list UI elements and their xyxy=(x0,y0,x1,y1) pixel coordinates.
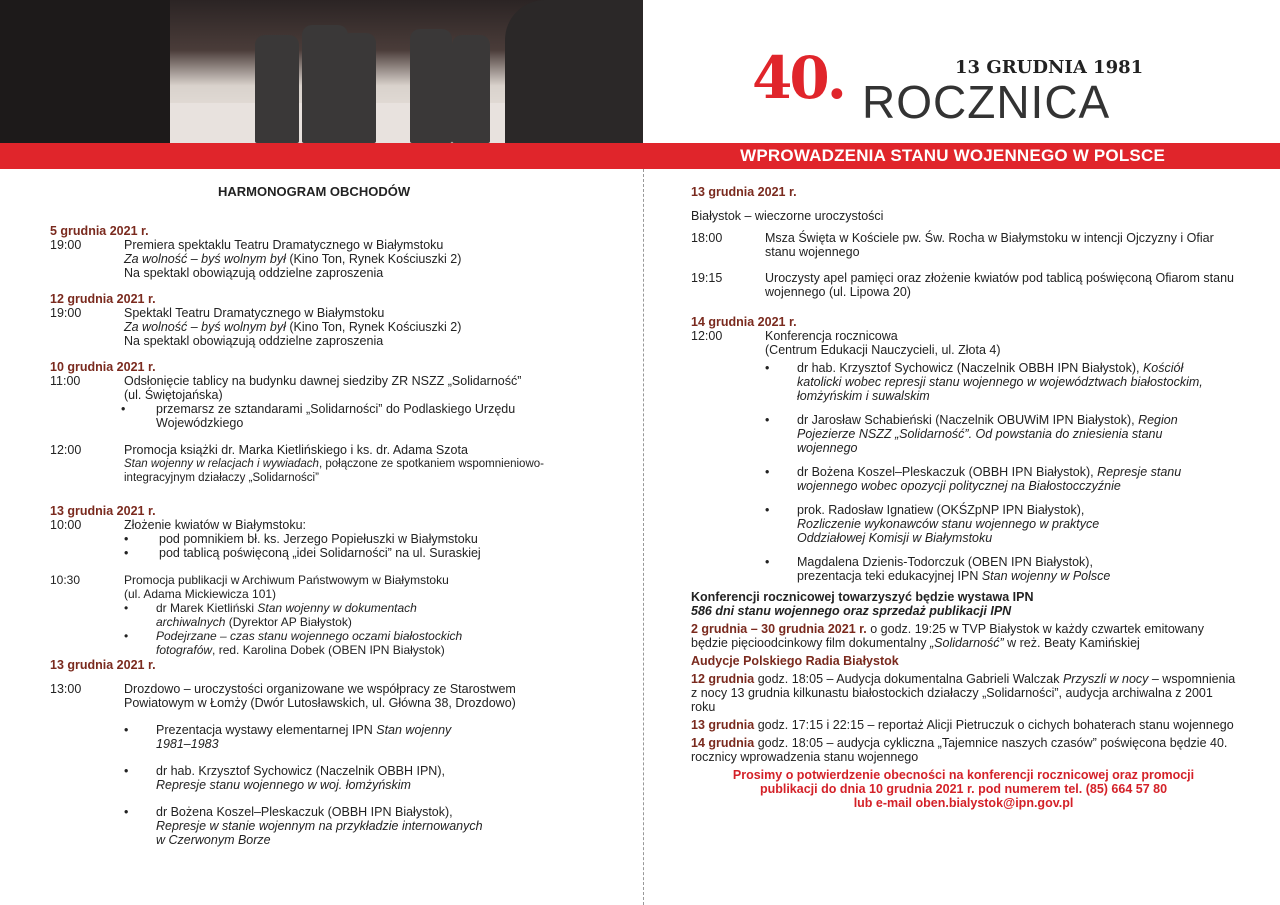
day-block-4 xyxy=(50,504,590,657)
bullet-item: • pod tablicą poświęconą „idei Solidarności” na ul. Suraskiej xyxy=(124,546,590,560)
event-title: Za wolność – byś wolnym był xyxy=(124,252,286,266)
bullet-item: • pod pomnikiem bł. ks. Jerzego Popiełuszki w Białymstoku xyxy=(124,532,590,546)
bullet-item: • dr hab. Krzysztof Sychowicz (Naczelnik OBBH IPN), Represje stanu wojennego w woj. łomżyńskim xyxy=(124,764,484,792)
event-time: 10:00 xyxy=(50,518,82,532)
radio-item: 12 grudnia godz. 18:05 – Audycja dokumentalna Gabrieli Walczak Przyszli w nocy – wspomnienia z nocy 13 grudnia kilkunastu białostockich działaczy „Solidarności”, audycja archiwalna z 2001 roku xyxy=(691,672,1236,714)
right-day-block-2 xyxy=(691,315,1236,583)
event-text: Konferencja rocznicowa xyxy=(765,329,898,343)
event-text: , połączone ze spotkaniem wspomnieniowo-integracyjnym działaczy „Solidarności” xyxy=(124,458,544,484)
exhibition-title: 586 dni stanu wojennego oraz sprzedaż publikacji IPN xyxy=(691,604,1012,618)
header-photo xyxy=(0,0,643,143)
bullet-item: • dr hab. Krzysztof Sychowicz (Naczelnik OBBH IPN Białystok), Kościół katolicki wobec represji stanu wojennego w województwach białostockim, łomżyńskim i suwalskim xyxy=(765,361,1205,403)
event-text: Spektakl Teatru Dramatycznego w Białymstoku xyxy=(124,306,385,320)
day-block-3 xyxy=(50,360,570,485)
right-day-block-1 xyxy=(691,185,1236,299)
bullet-item: • dr Marek Kietliński Stan wojenny w dokumentach archiwalnych (Dyrektor AP Białystok) xyxy=(124,601,444,629)
anniversary-number: 40. xyxy=(752,44,844,112)
event-text: Odsłonięcie tablicy na budynku dawnej siedziby ZR NSZZ „Solidarność” xyxy=(124,374,522,388)
event-text: Uroczysty apel pamięci oraz złożenie kwiatów pod tablicą poświęconą Ofiarom stanu wojennego (ul. Lipowa 20) xyxy=(765,271,1234,299)
day-date: 13 grudnia 2021 r. xyxy=(50,658,156,672)
event-text: Promocja publikacji w Archiwum Państwowym w Białymstoku xyxy=(124,573,449,587)
event-time: 19:15 xyxy=(691,271,723,285)
exhibition-line: Konferencji rocznicowej towarzyszyć będzie wystawa IPN xyxy=(691,590,1034,604)
event-place: (Kino Ton, Rynek Kościuszki 2) xyxy=(285,252,462,266)
event-place: (ul. Adama Mickiewicza 101) xyxy=(124,587,277,601)
day-date: 13 grudnia 2021 r. xyxy=(50,504,156,518)
event-time: 19:00 xyxy=(50,238,82,252)
event-place: (ul. Świętojańska) xyxy=(124,388,223,402)
day-date: 14 grudnia 2021 r. xyxy=(691,315,797,329)
event-time: 11:00 xyxy=(50,374,81,388)
band-title: WPROWADZENIA STANU WOJENNEGO W POLSCE xyxy=(740,146,1165,165)
day-block-2 xyxy=(50,292,610,348)
event-place: Białystok – wieczorne uroczystości xyxy=(691,209,884,223)
event-text: Premiera spektaklu Teatru Dramatycznego w Białymstoku xyxy=(124,238,444,252)
event-date: 13 GRUDNIA 1981 xyxy=(955,57,1144,78)
bullet-item: • dr Bożena Koszel–Pleskaczuk (OBBH IPN Białystok), Represje w stanie wojennym na przykładzie internowanych w Czerwonym Borze xyxy=(124,805,484,847)
day-block-1 xyxy=(50,224,610,280)
day-date: 12 grudnia 2021 r. xyxy=(50,292,156,306)
bullet-item: • dr Jarosław Schabieński (Naczelnik OBUWiM IPN Białystok), Region Pojezierze NSZZ „Solidarność”. Od powstania do zniesienia stanu wojennego xyxy=(765,413,1205,455)
bullet-item: • Prezentacja wystawy elementarnej IPN Stan wojenny 1981–1983 xyxy=(124,723,474,751)
radio-item: 14 grudnia godz. 18:05 – audycja cykliczna „Tajemnice naszych czasów” poświęcona będzie 40. rocznicy wprowadzenia stanu wojennego xyxy=(691,736,1228,764)
radio-title: Audycje Polskiego Radia Białystok xyxy=(691,654,899,668)
schedule-title: HARMONOGRAM OBCHODÓW xyxy=(218,184,411,199)
bullet-item: • Podejrzane – czas stanu wojennego oczami białostockich fotografów, red. Karolina Dobek (OBEN IPN Białystok) xyxy=(124,629,464,657)
bullet-item: • dr Bożena Koszel–Pleskaczuk (OBBH IPN Białystok), Represje stanu wojennego wobec opozycji politycznej na Białostocczyźnie xyxy=(765,465,1185,493)
event-time: 13:00 xyxy=(50,682,82,696)
page-divider xyxy=(643,169,644,905)
event-time: 18:00 xyxy=(691,231,723,245)
radio-item: 13 grudnia godz. 17:15 i 22:15 – reportaż Alicji Pietruczuk o cichych bohaterach stanu wojennego xyxy=(691,718,1234,732)
bullet-item: • prok. Radosław Ignatiew (OKŚZpNP IPN Białystok), Rozliczenie wykonawców stanu wojennego w praktyce Oddziałowej Komisji w Białymstoku xyxy=(765,503,1125,545)
event-time: 12:00 xyxy=(691,329,723,343)
anniversary-word: ROCZNICA xyxy=(862,76,1111,128)
bullet-item: • Magdalena Dzienis-Todorczuk (OBEN IPN Białystok), prezentacja teki edukacyjnej IPN Stan wojenny w Polsce xyxy=(765,555,1135,583)
day-block-5 xyxy=(50,658,570,847)
event-text: Złożenie kwiatów w Białymstoku: xyxy=(124,518,307,532)
event-time: 19:00 xyxy=(50,306,82,320)
event-time: 10:30 xyxy=(50,573,81,587)
day-date: 13 grudnia 2021 r. xyxy=(691,185,797,199)
day-date: 10 grudnia 2021 r. xyxy=(50,360,156,374)
event-text: Msza Święta w Kościele pw. Św. Rocha w Białymstoku w intencji Ojczyzny i Ofiar stanu wojennego xyxy=(765,231,1214,259)
event-note: Na spektakl obowiązują oddzielne zaproszenia xyxy=(124,334,384,348)
bullet-item: • przemarsz ze sztandarami „Solidarności” do Podlaskiego Urzędu Wojewódzkiego xyxy=(121,402,541,430)
event-place: (Centrum Edukacji Nauczycieli, ul. Złota 4) xyxy=(765,343,1001,357)
event-text: Promocja książki dr. Marka Kietlińskiego i ks. dr. Adama Szota xyxy=(124,443,468,457)
event-place: (Kino Ton, Rynek Kościuszki 2) xyxy=(285,320,462,334)
event-title: Za wolność – byś wolnym był xyxy=(124,320,286,334)
event-note: Na spektakl obowiązują oddzielne zaproszenia xyxy=(124,266,384,280)
rsvp-notice: Prosimy o potwierdzenie obecności na konferencji rocznicowej oraz promocji publikacji do dnia 10 grudnia 2021 r. pod numerem tel. (85) 664 57 80 lub e-mail oben.bialystok@ipn.gov.pl xyxy=(732,768,1195,810)
book-title: Stan wojenny w relacjach i wywiadach xyxy=(124,458,319,470)
tv-info: 2 grudnia – 30 grudnia 2021 r. o godz. 19:25 w TVP Białystok w każdy czwartek emitowany będzie pięcioodcinkowy film dokumentalny „Solidarność” w reż. Beaty Kamińskiej xyxy=(691,622,1204,650)
event-text: Drozdowo – uroczystości organizowane we współpracy ze Starostwem Powiatowym w Łomży (Dwór Lutosławskich, ul. Główna 38, Drozdowo) xyxy=(124,682,516,710)
right-info-block xyxy=(691,590,1236,810)
day-date: 5 grudnia 2021 r. xyxy=(50,224,149,238)
event-time: 12:00 xyxy=(50,443,82,457)
